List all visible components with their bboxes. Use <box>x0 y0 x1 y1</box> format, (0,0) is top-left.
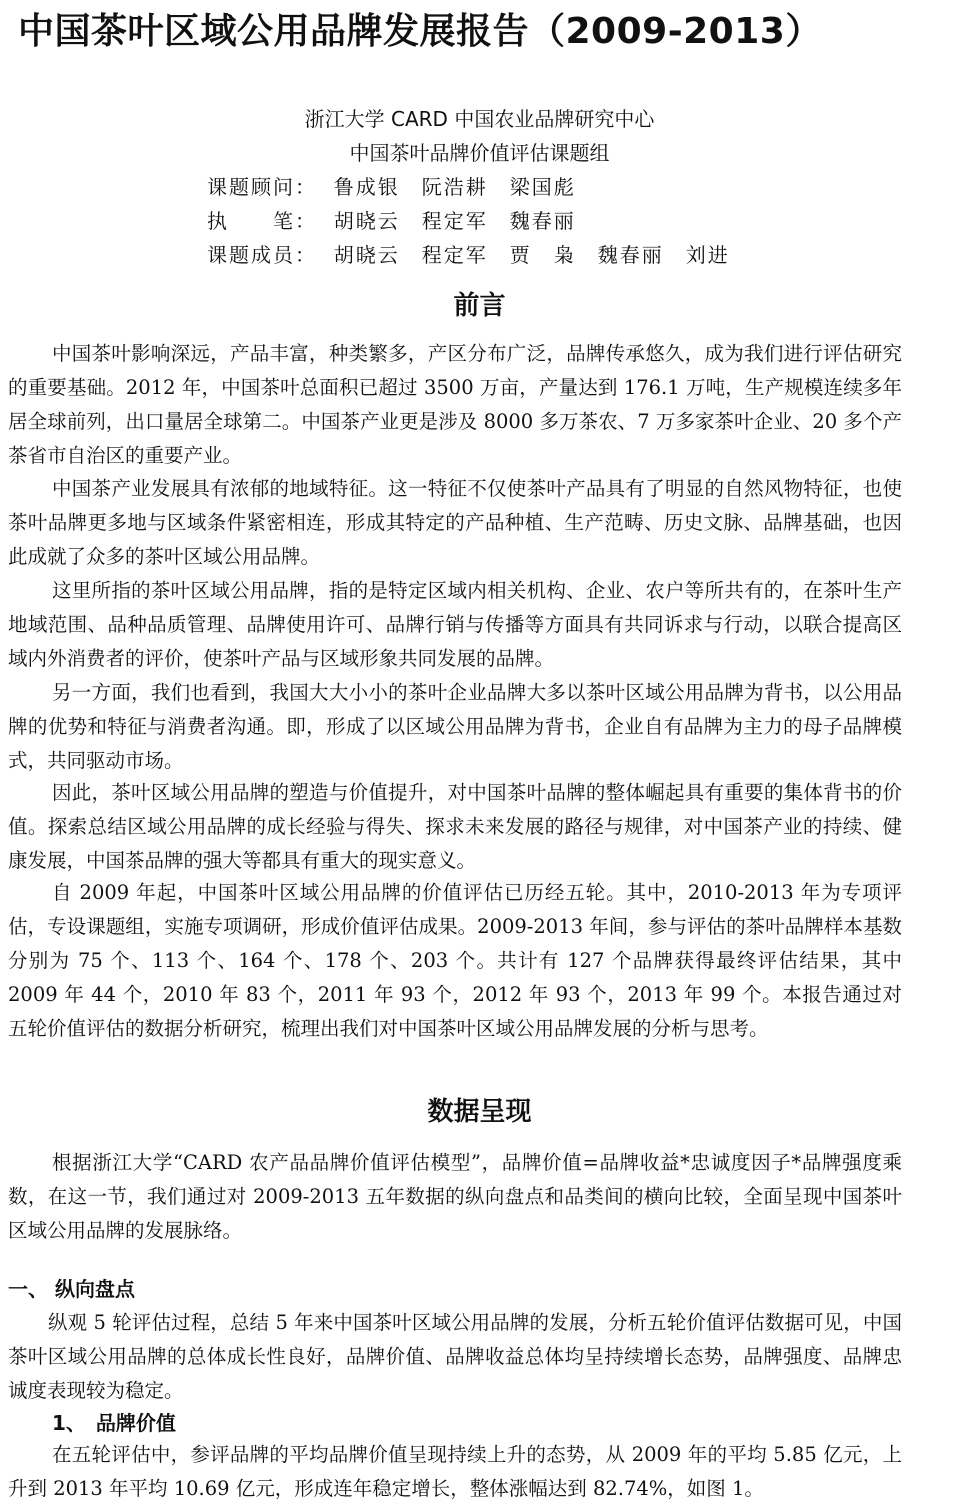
data-section-intro: 根据浙江大学“CARD 农产品品牌价值评估模型”，品牌价值=品牌收益*忠诚度因子*品牌强度乘数，在这一节，我们通过对 2009-2013 五年数据的纵向盘点和品类间的横向比较，全面呈现中国茶叶区域公用品牌的发展脉络。 <box>8 1151 902 1242</box>
preface-paragraph-5: 因此，茶叶区域公用品牌的塑造与价值提升，对中国茶叶品牌的整体崛起具有重要的集体背书的价值。探索总结区域公用品牌的成长经验与得失、探求未来发展的路径与规律，对中国茶产业的持续、健康发展，中国茶品牌的强大等都具有重大的现实意义。 <box>8 781 902 872</box>
staff-names: 胡晓云 程定军 贾 枭 魏春丽 刘进 <box>333 243 730 267</box>
org-line-2: 中国茶叶品牌价值评估课题组 <box>349 141 610 165</box>
staff-label: 执 笔： <box>207 209 317 233</box>
staff-label: 课题顾问： <box>207 175 317 199</box>
preface-paragraph-4: 另一方面，我们也看到，我国大大小小的茶叶企业品牌大多以茶叶区域公用品牌为背书，以公用品牌的优势和特征与消费者沟通。即，形成了以区域公用品牌为背书，企业自有品牌为主力的母子品牌模式，共同驱动市场。 <box>8 681 902 772</box>
org-line-1: 浙江大学 CARD 中国农业品牌研究中心 <box>304 107 655 131</box>
staff-writers <box>207 206 576 236</box>
data-section-heading: 数据呈现 <box>427 1097 532 1127</box>
preface-paragraph-1: 中国茶叶影响深远，产品丰富，种类繁多，产区分布广泛，品牌传承悠久，成为我们进行评估研究的重要基础。2012 年，中国茶叶总面积已超过 3500 万亩，产量达到 176.1 万吨，生产规模连续多年居全球前列，出口量居全球第二。中国茶产业更是涉及 8000 多万茶农、7 万多家茶叶企业、20 多个产茶省市自治区的重要产业。 <box>8 342 902 467</box>
preface-paragraph-6: 自 2009 年起，中国茶叶区域公用品牌的价值评估已历经五轮。其中，2010-2013 年为专项评估，专设课题组，实施专项调研，形成价值评估成果。2009-2013 年间，参与评估的茶叶品牌样本基数分别为 75 个、113 个、164 个、178 个、203 个。共计有 127 个品牌获得最终评估结果，其中 2009 年 44 个，2010 年 83 个，2011 年 93 个，2012 年 93 个，2013 年 99 个。本报告通过对五轮价值评估的数据分析研究，梳理出我们对中国茶叶区域公用品牌发展的分析与思考。 <box>8 881 902 1040</box>
subsection-brand-value-text: 在五轮评估中，参评品牌的平均品牌价值呈现持续上升的态势，从 2009 年的平均 5.85 亿元，上升到 2013 年平均 10.69 亿元，形成连年稳定增长，整体涨幅达到 82.74%，如图 1。 <box>8 1443 902 1500</box>
subsection-brand-value-title: 1、 品牌价值 <box>52 1411 176 1435</box>
staff-advisors <box>207 172 576 202</box>
preface-paragraph-3: 这里所指的茶叶区域公用品牌，指的是特定区域内相关机构、企业、农户等所共有的，在茶叶生产地域范围、品种品质管理、品牌使用许可、品牌行销与传播等方面具有共同诉求与行动，以联合提高区域内外消费者的评价，使茶叶产品与区域形象共同发展的品牌。 <box>8 579 902 670</box>
staff-members <box>207 240 730 270</box>
preface-heading: 前言 <box>453 291 506 321</box>
staff-names: 胡晓云 程定军 魏春丽 <box>333 209 576 233</box>
staff-label: 课题成员： <box>207 243 317 267</box>
subsection-vertical-review-title: 一、 纵向盘点 <box>8 1277 135 1301</box>
subsection-vertical-review-text: 纵观 5 轮评估过程，总结 5 年来中国茶叶区域公用品牌的发展，分析五轮价值评估数据可见，中国茶叶区域公用品牌的总体成长性良好，品牌价值、品牌收益总体均呈持续增长态势，品牌强度、品牌忠诚度表现较为稳定。 <box>8 1311 902 1402</box>
staff-names: 鲁成银 阮浩耕 梁国彪 <box>333 175 576 199</box>
preface-paragraph-2: 中国茶产业发展具有浓郁的地域特征。这一特征不仅使茶叶产品具有了明显的自然风物特征，也使茶叶品牌更多地与区域条件紧密相连，形成其特定的产品种植、生产范畴、历史文脉、品牌基础，也因此成就了众多的茶叶区域公用品牌。 <box>8 477 902 568</box>
report-title: 中国茶叶区域公用品牌发展报告（2009-2013） <box>18 11 822 52</box>
